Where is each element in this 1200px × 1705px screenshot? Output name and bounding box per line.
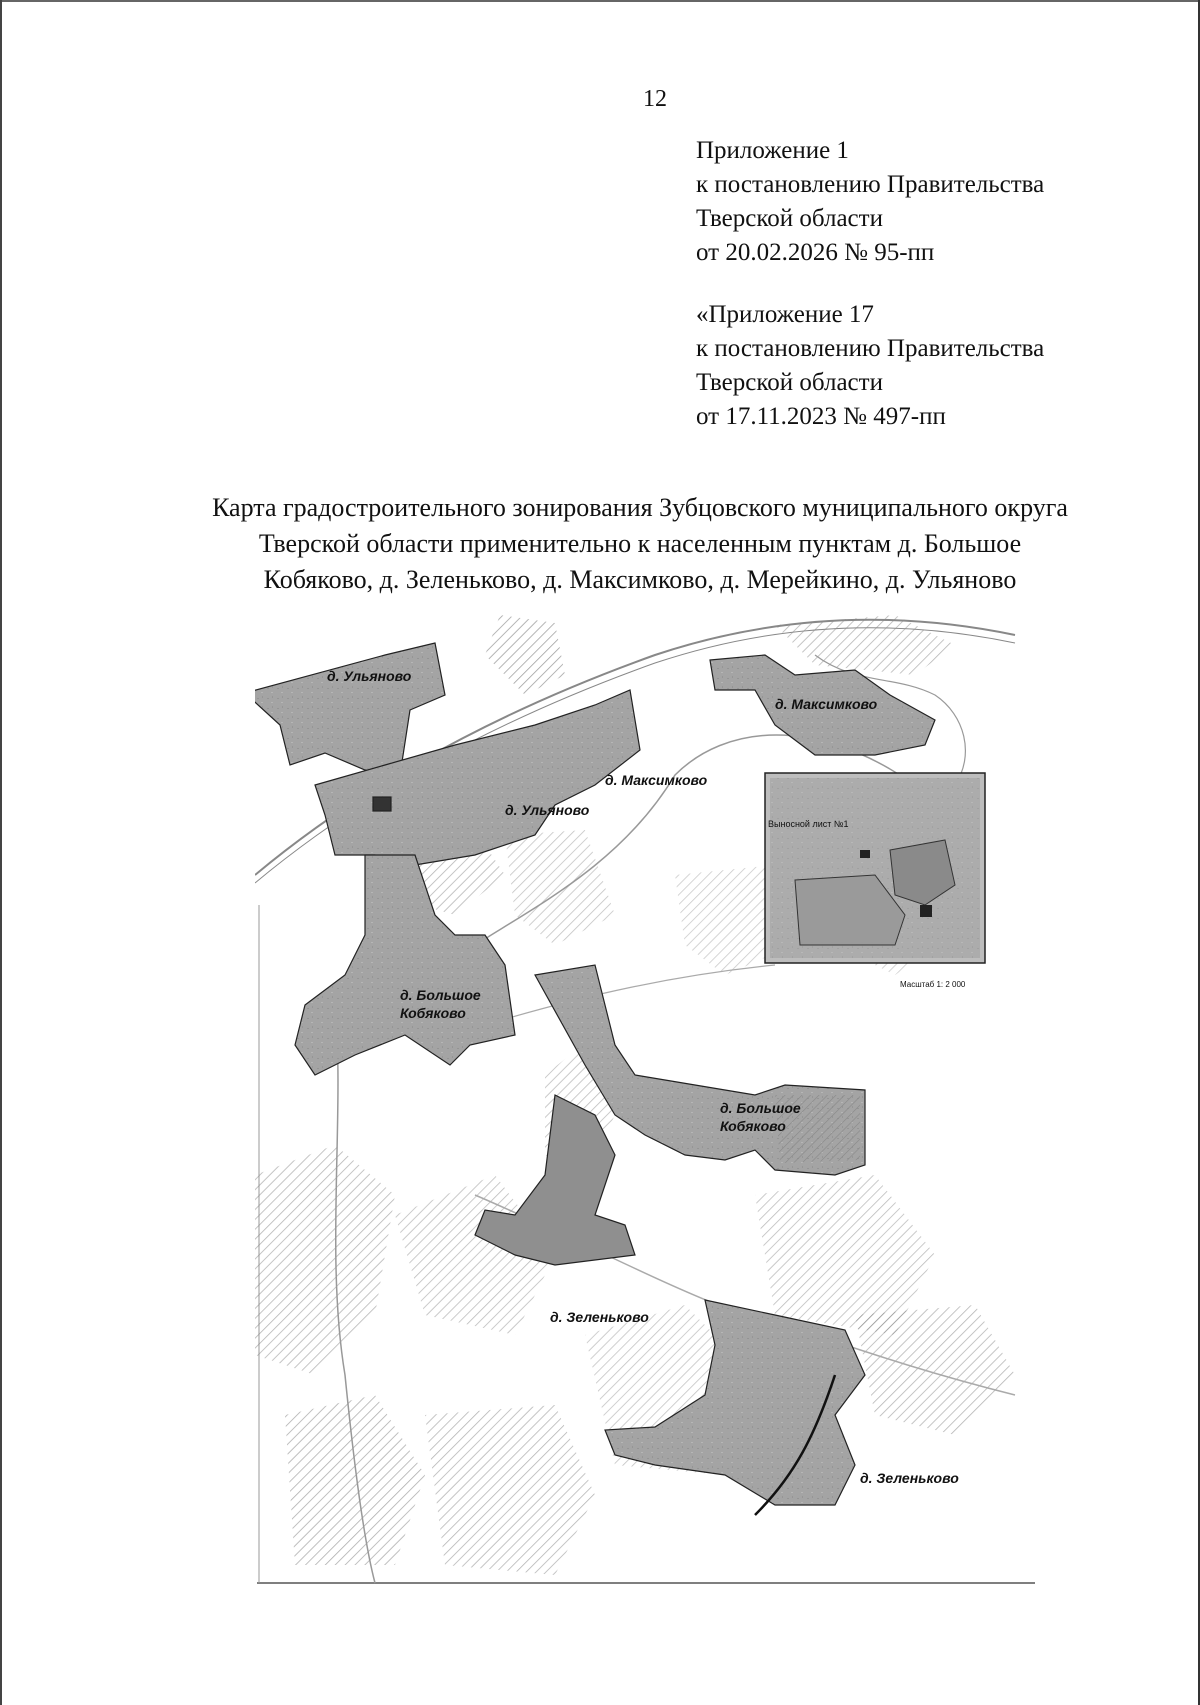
approval-2-line-2: к постановлению Правительства [696, 335, 1045, 362]
approval-2-line-4: от 17.11.2023 № 497-пп [696, 403, 946, 430]
approval-block-appendix-1 [696, 134, 1044, 270]
inset-title: Выносной лист №1 [768, 819, 849, 829]
inset-sheet [765, 773, 985, 963]
approval-1-line-4: от 20.02.2026 № 95-пп [696, 239, 935, 266]
label-ulyanovo-north: д. Ульяново [327, 668, 412, 684]
title-line-3: Кобяково, д. Зеленьково, д. Максимково, д. Мерейкино, д. Ульяново [263, 565, 1017, 594]
page-top-edge [0, 0, 1200, 2]
label-bolshoe-kobyakovo-west-2: Кобяково [400, 1005, 466, 1021]
approval-1-line-2: к постановлению Правительства [696, 171, 1045, 198]
zone-ulyanovo-north [255, 643, 445, 775]
title-line-2: Тверской области применительно к населенным пунктам д. Большое [258, 529, 1022, 558]
approval-block-appendix-17 [696, 298, 1044, 434]
inset-scale: Масштаб 1: 2 000 [900, 980, 966, 989]
label-zelenkovo-center: д. Зеленьково [550, 1309, 649, 1325]
approval-2-line-1: «Приложение 17 [696, 301, 874, 328]
title-line-1: Карта градостроительного зонирования Зубцовского муниципального округа [212, 493, 1068, 522]
approval-1-line-1: Приложение 1 [696, 137, 849, 164]
label-bolshoe-kobyakovo-east-1: д. Большое [720, 1100, 801, 1116]
document-title [150, 490, 1130, 598]
approval-1-line-3: Тверской области [696, 205, 883, 232]
label-maksimkovo-east: д. Максимково [775, 696, 878, 712]
zoning-map [255, 615, 1055, 1590]
label-ulyanovo-center: д. Ульяново [505, 802, 590, 818]
label-maksimkovo-center: д. Максимково [605, 772, 708, 788]
page-left-edge [0, 0, 2, 1705]
label-zelenkovo-south: д. Зеленьково [860, 1470, 959, 1486]
page-number: 12 [643, 86, 667, 112]
label-bolshoe-kobyakovo-west-1: д. Большое [400, 987, 481, 1003]
approval-2-line-3: Тверской области [696, 369, 883, 396]
label-bolshoe-kobyakovo-east-2: Кобяково [720, 1118, 786, 1134]
